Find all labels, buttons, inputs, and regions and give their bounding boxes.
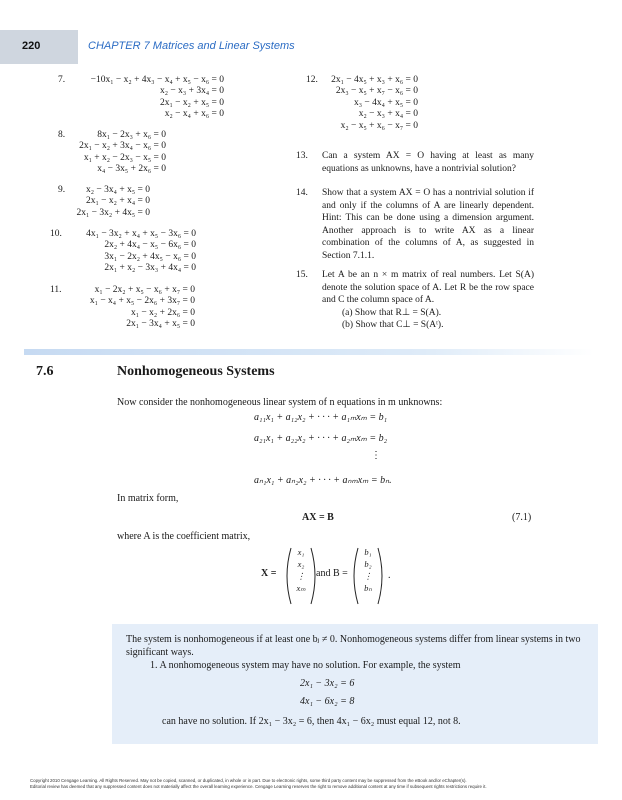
- equation: x₂ − x₅ + x₆ − x₇ = 0: [340, 120, 418, 131]
- vertical-dots: ⋮: [371, 450, 381, 461]
- exercise-13: 13. Can a system AX = O having at least as many equations as unknowns, have a nontrivial solution?: [296, 151, 534, 174]
- vector-entry: b₂: [364, 559, 372, 569]
- exercise-text: Can a system AX = O having at least as many equations as unknowns, have a nontrivial solution?: [322, 151, 534, 174]
- box-list-item: 1. A nonhomogeneous system may have no solution. For example, the system: [150, 660, 461, 671]
- equation-number: (7.1): [512, 512, 532, 523]
- exercise-11: 11. x₁ − 2x₂ + x₅ − x₆ + x₇ = 0 x₁ − x₄ + x₅ − 2x₆ + 3x₇ = 0 x₁ − x₂ + 2x₆ = 0 2x₁ − 3x₄ + x₅ = 0: [50, 285, 195, 330]
- copyright-line: Copyright 2010 Cengage Learning. All Rights Reserved. May not be copied, scanned, or duplicated, in whole or in part. Due to electronic rights, some third party content may be suppressed from the eBook and/or eChapter(s).: [30, 778, 467, 783]
- exercise-14: 14. Show that a system AX = O has a nontrivial solution if and only if the columns of A are linearly dependent. Hint: This can be done using a dimension argument. Another approach is to write AX as a linear combination of the columns of A, as suggested in Section 7.1.1.: [296, 188, 534, 261]
- section-title: Nonhomogeneous Systems: [117, 364, 275, 379]
- matrix-form-label: In matrix form,: [117, 493, 179, 504]
- exercise-15: 15. Let A be an n × m matrix of real numbers. Let S(A) denote the solution space of A. Let R be the row space and C the column space of A. (a) Show that R⊥ = S(A). (b) Show that C⊥ = S(Aᵗ).: [296, 270, 534, 331]
- equation: x₁ − x₄ + x₅ − 2x₆ + 3x₇ = 0: [89, 296, 195, 307]
- chapter-title: CHAPTER 7 Matrices and Linear Systems: [88, 40, 295, 52]
- exercise-9: 9. x₂ − 3x₄ + x₅ = 0 2x₁ − x₂ + x₄ = 0 2x₁ − 3x₂ + 4x₅ = 0: [58, 185, 150, 218]
- exercise-8: 8. 8x₁ − 2x₃ + x₆ = 0 2x₁ − x₂ + 3x₄ − x₆ = 0 x₁ + x₂ − 2x₃ − x₅ = 0 x₄ − 3x₅ + 2x₆ = 0: [58, 130, 166, 175]
- equation: 2x₁ − 4x₅ + x₃ + x₆ = 0: [331, 75, 418, 85]
- section-number: 7.6: [36, 364, 54, 379]
- vector-entry: x₂: [297, 559, 305, 569]
- copyright-line: Editorial review has deemed that any suppressed content does not materially affect the overall learning experience. Cengage Learning reserves the right to remove additional content at any time if subsequent rights restrictions require it.: [30, 784, 487, 789]
- box-equation: 4x₁ − 6x₂ = 8: [300, 696, 355, 707]
- copyright-notice: [30, 778, 600, 790]
- definition-box: [112, 624, 598, 744]
- vector-entry: b₁: [364, 547, 372, 557]
- equation: x₄ − 3x₅ + 2x₆ = 0: [97, 164, 166, 175]
- exercise-part-b: (b) Show that C⊥ = S(Aᵗ).: [342, 320, 444, 331]
- exercise-part-a: (a) Show that R⊥ = S(A).: [342, 307, 442, 318]
- box-paragraph: The system is nonhomogeneous if at least one bⱼ ≠ 0. Nonhomogeneous systems differ from linear systems in two significant ways.: [126, 634, 581, 658]
- equation: 3x₁ − 2x₂ + 4x₅ − x₆ = 0: [104, 251, 196, 262]
- section-band: [24, 349, 594, 355]
- vector-b: [355, 546, 381, 606]
- equation: 8x₁ − 2x₃ + x₆ = 0: [97, 130, 166, 140]
- system-equation: a₁₁x₁ + a₁₂x₂ + · · · + a₁ₘxₘ = b₁: [254, 412, 388, 423]
- exercise-text: Let A be an n × m matrix of real numbers. Let S(A) denote the solution space of A. Let R be the row space and C the column space of A.: [322, 270, 534, 306]
- exercise-7: 7. −10x₁ − x₂ + 4x₃ − x₄ + x₅ − x₆ = 0 x₂ − x₃ + 3x₄ = 0 2x₁ − x₂ + x₅ = 0 x₂ − x₄ + x₆ = 0: [58, 75, 224, 120]
- equation: 2x₁ − x₂ + x₅ = 0: [159, 97, 224, 108]
- system-equation: a₂₁x₁ + a₂₂x₂ + · · · + a₂ₘxₘ = b₂: [254, 433, 388, 444]
- vector-entry: bₙ: [364, 583, 372, 593]
- exercise-10: 10. 4x₁ − 3x₂ + x₄ + x₅ − 3x₆ = 0 2x₂ + 4x₄ − x₅ − 6x₆ = 0 3x₁ − 2x₂ + 4x₅ − x₆ = 0 2x₁ + x₂ − 3x₃ + 4x₄ = 0: [50, 229, 196, 274]
- vector-b-tail: .: [388, 570, 391, 581]
- equation: 2x₁ − 3x₂ + 4x₅ = 0: [76, 207, 150, 218]
- equation: x₂ − 3x₄ + x₅ = 0: [85, 185, 150, 195]
- page-number: 220: [22, 40, 41, 52]
- equation: 2x₁ − x₂ + x₄ = 0: [85, 196, 150, 207]
- equation: 2x₃ − x₅ + x₇ − x₆ = 0: [335, 86, 418, 97]
- equation: x₁ + x₂ − 2x₃ − x₅ = 0: [83, 152, 166, 163]
- matrix-equation: AX = B: [302, 512, 334, 523]
- equation: 2x₁ − 3x₄ + x₅ = 0: [126, 319, 195, 330]
- equation: 2x₂ + 4x₄ − x₅ − 6x₆ = 0: [104, 240, 196, 251]
- box-equation: 2x₁ − 3x₂ = 6: [300, 678, 355, 689]
- equation: 4x₁ − 3x₂ + x₄ + x₅ − 3x₆ = 0: [86, 229, 196, 239]
- equation: x₃ − 4x₄ + x₅ = 0: [353, 97, 418, 108]
- vector-entry: x₁: [297, 547, 305, 557]
- equation: −10x₁ − x₂ + 4x₃ − x₄ + x₅ − x₆ = 0: [90, 75, 224, 85]
- box-closing: can have no solution. If 2x₁ − 3x₂ = 6, then 4x₁ − 6x₂ must equal 12, not 8.: [162, 716, 461, 727]
- exercise-text: Show that a system AX = O has a nontrivial solution if and only if the columns of A are linearly dependent. Hint: This can be done using a dimension argument. Another approach is to write AX as a linear combination of the columns of A, as suggested in Section 7.1.1.: [322, 188, 534, 261]
- equation: 2x₁ − x₂ + 3x₄ − x₆ = 0: [79, 141, 166, 152]
- equation: 2x₁ + x₂ − 3x₃ + 4x₄ = 0: [104, 263, 196, 274]
- system-equation: aₙ₁x₁ + aₙ₂x₂ + · · · + aₙₘxₘ = bₙ.: [254, 475, 392, 486]
- equation: x₁ − x₂ + 2x₆ = 0: [130, 307, 195, 318]
- vector-x-label: X =: [261, 568, 277, 579]
- equation: x₂ − x₄ + x₆ = 0: [164, 109, 224, 120]
- equation: x₂ − x₃ + 3x₄ = 0: [159, 86, 224, 97]
- equation: x₂ − x₃ + x₄ = 0: [358, 109, 418, 120]
- vector-b-label: and B =: [316, 568, 348, 579]
- where-text: where A is the coefficient matrix,: [117, 531, 251, 542]
- vector-entry: xₘ: [296, 583, 306, 593]
- vector-x: [288, 546, 314, 606]
- exercise-12: 12. 2x₁ − 4x₅ + x₃ + x₆ = 0 2x₃ − x₅ + x₇ − x₆ = 0 x₃ − 4x₄ + x₅ = 0 x₂ − x₃ + x₄ = 0 x₂ − x₅ + x₆ − x₇ = 0: [306, 75, 418, 131]
- intro-text: Now consider the nonhomogeneous linear system of n equations in m unknowns:: [117, 397, 443, 408]
- vector-entry: ⋮: [363, 571, 373, 581]
- vector-entry: ⋮: [296, 571, 306, 581]
- equation: x₁ − 2x₂ + x₅ − x₆ + x₇ = 0: [94, 285, 195, 295]
